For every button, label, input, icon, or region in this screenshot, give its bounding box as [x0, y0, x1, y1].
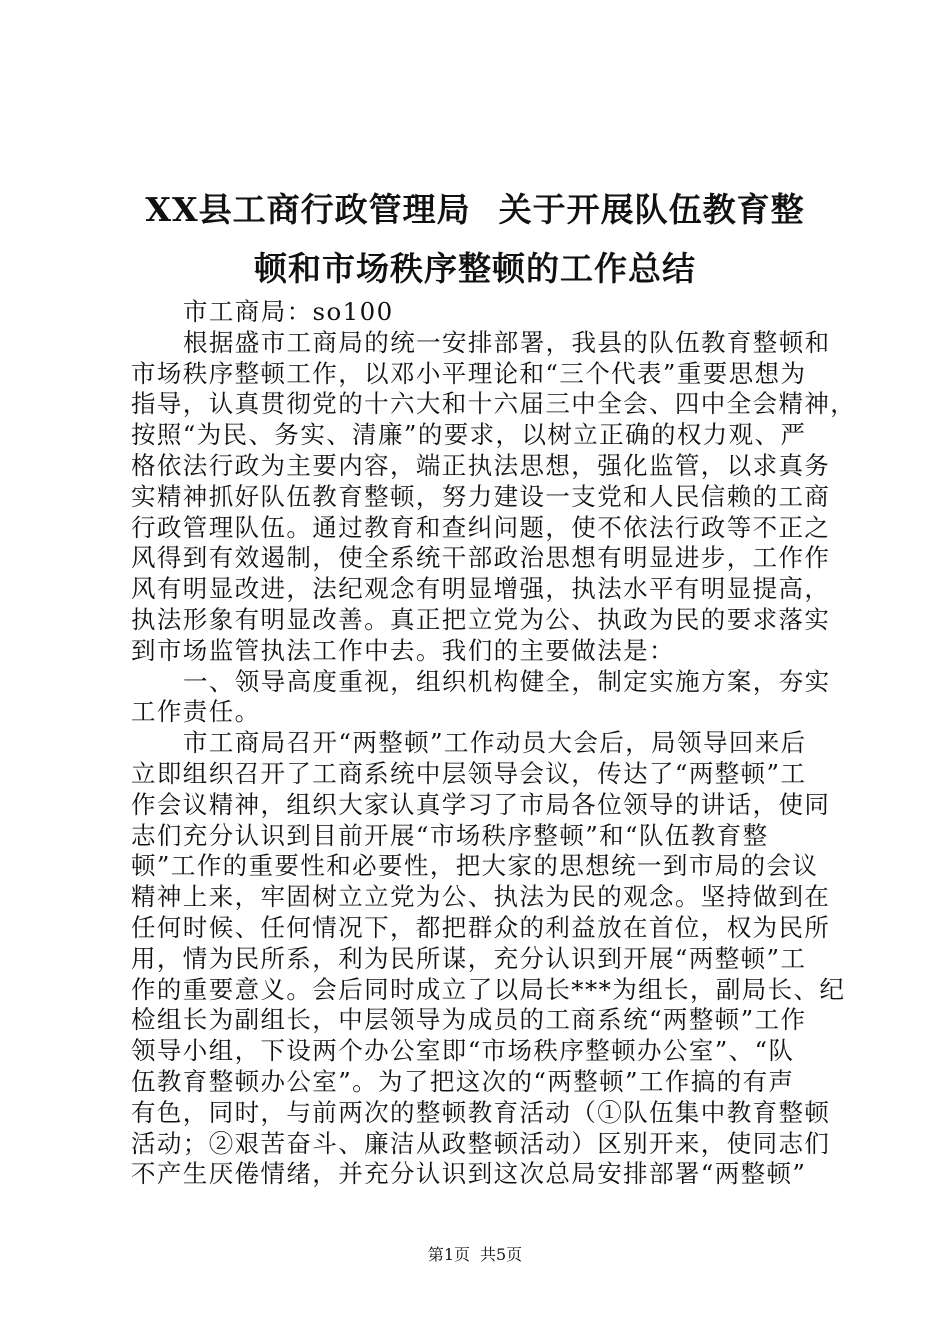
document-title-line-1 [100, 190, 850, 230]
title-part-1: XX县工商行政管理局 [145, 190, 471, 229]
body-text-line: 按照“为民、务实、清廉”的要求，以树立正确的权力观、严 [131, 420, 807, 450]
body-text-line: 作的重要意义。会后同时成立了以局长***为组长，副局长、纪 [131, 974, 846, 1004]
body-text-line: 工作责任。 [131, 697, 261, 727]
body-text-line: 市工商局召开“两整顿”工作动员大会后，局领导回来后 [183, 728, 807, 758]
title-part-2: 关于开展队伍教育整 [498, 190, 805, 229]
body-text-line: 格依法行政为主要内容，端正执法思想，强化监管，以求真务 [131, 450, 831, 480]
document-body [131, 297, 857, 1190]
body-text-line: 一、领导高度重视，组织机构健全，制定实施方案，夯实 [183, 666, 831, 696]
body-text-line: 任何时候、任何情况下，都把群众的利益放在首位，权为民所 [131, 912, 831, 942]
body-text-line: 风得到有效遏制，使全系统干部政治思想有明显进步，工作作 [131, 543, 831, 573]
body-text-line: 不产生厌倦情绪，并充分认识到这次总局安排部署“两整顿” [131, 1159, 807, 1189]
page-total: 共5页 [480, 1245, 523, 1264]
body-text-line: 作会议精神，组织大家认真学习了市局各位领导的讲话，使同 [131, 789, 831, 819]
body-text-line: 风有明显改进，法纪观念有明显增强，执法水平有明显提高， [131, 574, 831, 604]
page-footer [0, 1245, 950, 1265]
body-text-line: 实精神抓好队伍教育整顿，努力建设一支党和人民信赖的工商 [131, 481, 831, 511]
body-text-line: 立即组织召开了工商系统中层领导会议，传达了“两整顿”工 [131, 758, 807, 788]
body-text-line: 根据盛市工商局的统一安排部署，我县的队伍教育整顿和 [183, 327, 831, 357]
body-text-line: 精神上来，牢固树立立党为公、执法为民的观念。坚持做到在 [131, 882, 831, 912]
body-text-line: 检组长为副组长，中层领导为成员的工商系统“两整顿”工作 [131, 1005, 807, 1035]
body-text-line: 领导小组，下设两个办公室即“市场秩序整顿办公室”、“队 [131, 1036, 795, 1066]
body-text-line: 伍教育整顿办公室”。为了把这次的“两整顿”工作搞的有声 [131, 1066, 795, 1096]
body-text-line: 市场秩序整顿工作，以邓小平理论和“三个代表”重要思想为 [131, 358, 807, 388]
body-text-line: 活动；②艰苦奋斗、廉洁从政整顿活动）区别开来，使同志们 [131, 1128, 831, 1158]
body-text-line: 有色，同时，与前两次的整顿教育活动（①队伍集中教育整顿 [131, 1097, 831, 1127]
body-text-line: 用，情为民所系，利为民所谋，充分认识到开展“两整顿”工 [131, 943, 807, 973]
body-text-line: 顿”工作的重要性和必要性，把大家的思想统一到市局的会议 [131, 851, 819, 881]
body-text-line: 市工商局：so100 [183, 297, 394, 326]
body-text-line: 到市场监管执法工作中去。我们的主要做法是： [131, 635, 675, 665]
body-text-line: 行政管理队伍。通过教育和查纠问题，使不依法行政等不正之 [131, 512, 831, 542]
body-text-line: 指导，认真贯彻党的十六大和十六届三中全会、四中全会精神， [131, 389, 857, 419]
body-text-line: 志们充分认识到目前开展“市场秩序整顿”和“队伍教育整 [131, 820, 769, 850]
page-number: 第1页 [427, 1245, 470, 1264]
body-text-line: 执法形象有明显改善。真正把立党为公、执政为民的要求落实 [131, 604, 831, 634]
document-title-line-2: 顿和市场秩序整顿的工作总结 [254, 249, 696, 288]
